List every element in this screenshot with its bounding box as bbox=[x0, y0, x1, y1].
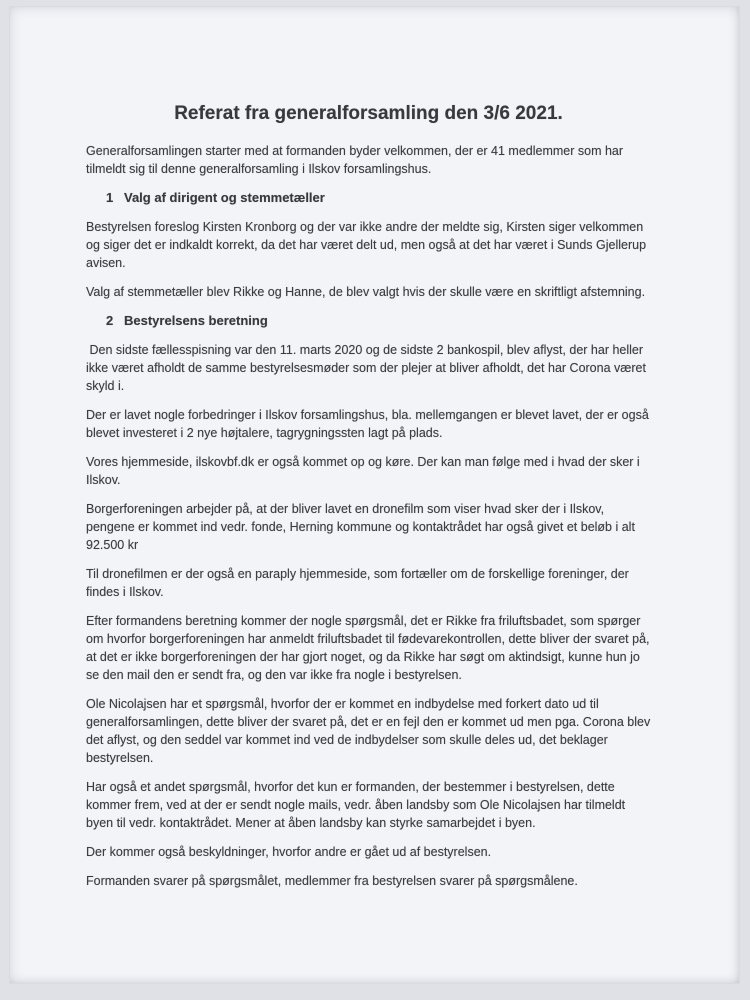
paragraph: Vores hjemmeside, ilskovbf.dk er også kommet op og køre. Der kan man følge med i hvad der sker i Ilskov. bbox=[86, 455, 644, 487]
paragraph: Ole Nicolajsen har et spørgsmål, hvorfor der er kommet en indbydelse med forkert dato ud til generalforsamlingen, dette bliver der svaret på, det er en fejl den er kommet ud men pga. Corona blev det aflyst, og den seddel var kommet ind ved de indbydelser som skulle deles ud, det beklager bestyrelsen. bbox=[86, 697, 654, 765]
paragraph: Efter formandens beretning kommer der nogle spørgsmål, det er Rikke fra friluftsbadet, som spørger om hvorfor borgerforeningen har anmeldt friluftsbadet til fødevarekontrollen, dette bliver der svaret på, at det er ikke borgerforeningen der har gjort noget, og da Rikke har søgt om aktindsigt, kunne hun jo se den mail den er sendt fra, og den var ikke fra nogle i bestyrelsen. bbox=[86, 614, 653, 682]
paragraph: Formanden svarer på spørgsmålet, medlemmer fra bestyrelsen svarer på spørgsmålene. bbox=[86, 874, 578, 888]
section-title: Bestyrelsens beretning bbox=[124, 313, 268, 328]
document-title: Referat fra generalforsamling den 3/6 2021. bbox=[174, 103, 563, 124]
paragraph: Generalforsamlingen starter med at formanden byder velkommen, der er 41 medlemmer som har tilmeldt sig til denne generalforsamling i Ilskov forsamlingshus. bbox=[86, 144, 627, 176]
paragraph: Der kommer også beskyldninger, hvorfor andre er gået ud af bestyrelsen. bbox=[86, 845, 492, 859]
paragraph: Har også et andet spørgsmål, hvorfor det kun er formanden, der bestemmer i bestyrelsen, dette kommer frem, ved at der er sendt nogle mails, vedr. åben landsby som Ole Nicolajsen har tilmeldt byen til vedr. kontaktrådet. Mener at åben landsby kan styrke samarbejdet i byen. bbox=[86, 780, 629, 830]
section-heading-2 bbox=[86, 312, 651, 330]
document-content bbox=[86, 101, 654, 901]
paragraph: Til dronefilmen er der også en paraply hjemmeside, som fortæller om de forskellige foreninger, der findes i Ilskov. bbox=[86, 567, 633, 599]
paragraph: Der er lavet nogle forbedringer i Ilskov forsamlingshus, bla. mellemgangen er blevet lavet, der er også blevet investeret i 2 nye højtalere, tagrygningssten lagt på plads. bbox=[86, 408, 653, 440]
paragraph: Valg af stemmetæller blev Rikke og Hanne, de blev valgt hvis der skulle være en skriftligt afstemning. bbox=[86, 285, 646, 299]
section-heading-1 bbox=[86, 189, 651, 207]
paragraph: Borgerforeningen arbejder på, at der bliver lavet en dronefilm som viser hvad sker der i Ilskov, pengene er kommet ind vedr. fonde, Herning kommune og kontaktrådet har også givet et beløb i alt 92.500 kr bbox=[86, 502, 639, 552]
paragraph: Den sidste fællesspisning var den 11. marts 2020 og de sidste 2 bankospil, blev aflyst, der har heller ikke været afholdt de samme bestyrelsesmøder som der plejer at bliver afholdt, det har Corona været skyld i. bbox=[86, 343, 650, 393]
section-number: 1 bbox=[106, 190, 114, 205]
section-number: 2 bbox=[106, 313, 114, 328]
scanned-page bbox=[9, 6, 740, 984]
paragraph: Bestyrelsen foreslog Kirsten Kronborg og der var ikke andre der meldte sig, Kirsten siger velkommen og siger det er indkaldt korrekt, da det har været delt ud, men også at det har været i Sunds Gjellerup avisen. bbox=[86, 220, 650, 270]
section-title: Valg af dirigent og stemmetæller bbox=[124, 190, 325, 205]
